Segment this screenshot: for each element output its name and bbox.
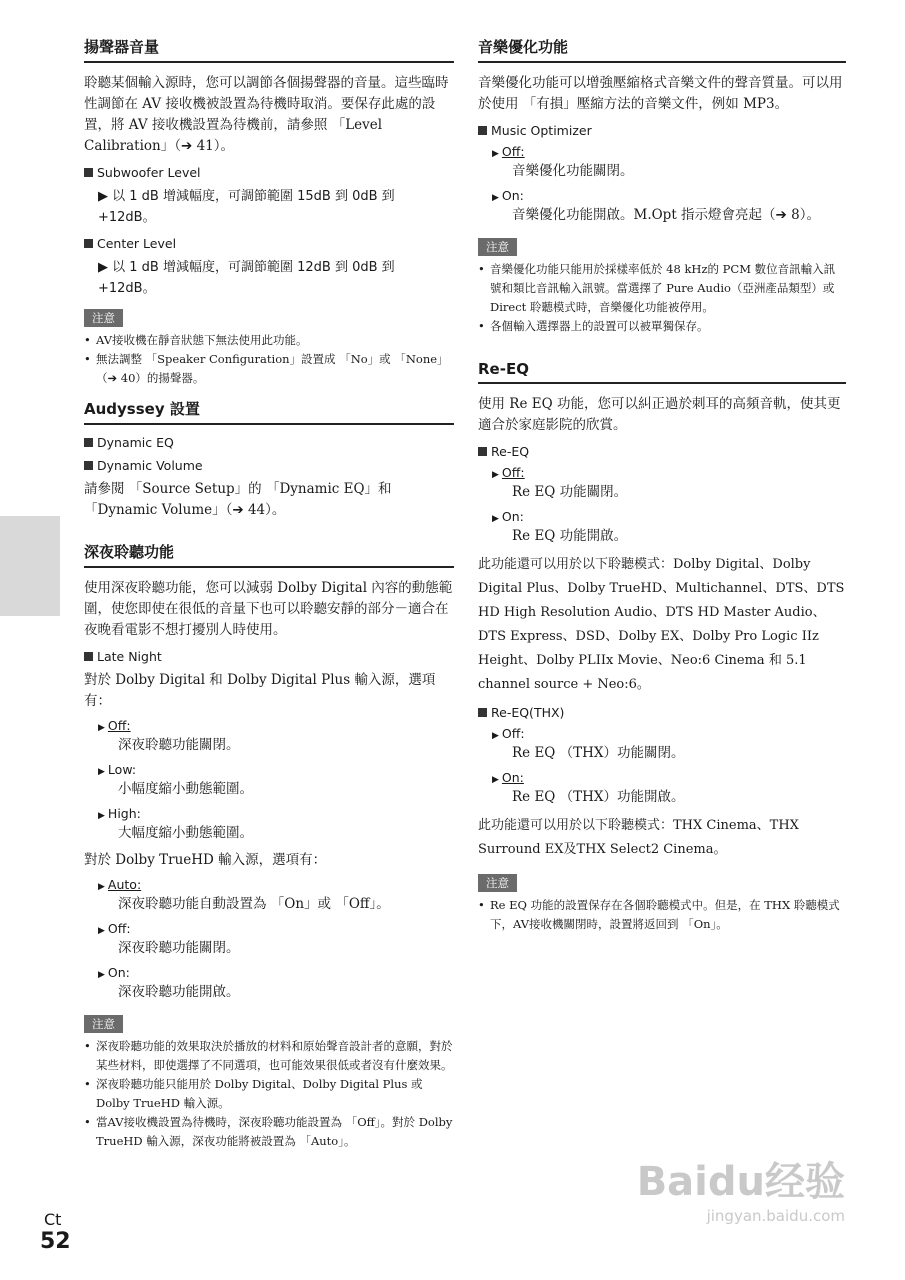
note-item: • 無法調整 「Speaker Configuration」設置成 「No」或 「None」（➔ 40）的揚聲器。 [84,350,454,388]
subsection-center [84,236,454,251]
option-label: On: [501,509,524,524]
speaker-level-intro: 聆聽某個輸入源時，您可以調節各個揚聲器的音量。這些臨時性調節在 AV 接收機被設置為待機時取消。要保存此處的設置，將 AV 接收機設置為待機前，請參照 「Level Calibration」（➔ 41）。 [84,75,449,154]
triangle-right-icon: ▶ [98,970,105,980]
subsection-label: Dynamic Volume [97,458,203,473]
square-bullet-icon [84,461,93,470]
subsection-label: Re-EQ(THX) [491,705,565,720]
option-label: Low: [107,762,137,777]
chapter-tab [0,516,60,616]
late-night-dolby-digital: 對於 Dolby Digital 和 Dolby Digital Plus 輸入源，選項有： [84,672,436,709]
option-label: Off: [501,465,525,480]
subsection-re-eq [478,444,846,459]
option-label: On: [501,188,524,203]
subsection-label: Dynamic EQ [97,435,174,450]
section-title-audyssey: Audyssey 設置 [84,398,454,425]
watermark-logo: Baidu经验 [636,1159,845,1205]
option-desc: 大幅度縮小動態範圍。 [118,825,253,841]
section-title-late-night: 深夜聆聽功能 [84,541,454,568]
subsection-label: Late Night [97,649,162,664]
subsection-dynamic-eq [84,435,454,450]
subsection-subwoofer [84,165,454,180]
note-item: • 深夜聆聽功能只能用於 Dolby Digital、Dolby Digital Plus 或 Dolby TrueHD 輸入源。 [84,1075,454,1113]
option-label: Off: [107,921,131,936]
note-item: • 音樂優化功能只能用於採樣率低於 48 kHz的 PCM 數位音訊輸入訊號和類比音訊輸入訊號。當選擇了 Pure Audio（亞洲產品類型）或 Direct 聆聽模式時，音樂優化功能被停用。 [478,260,846,317]
note-item: • 當AV接收機設置為待機時，深夜聆聽功能設置為 「Off」。對於 Dolby TrueHD 輸入源，深夜功能將被設置為 「Auto」。 [84,1113,454,1151]
audyssey-text: 請參閱 「Source Setup」的 「Dynamic EQ」和 「Dynamic Volume」（➔ 44）。 [84,481,392,518]
square-bullet-icon [84,652,93,661]
right-column [478,36,846,944]
option-on [492,509,846,524]
music-optimizer-intro: 音樂優化功能可以增強壓縮格式音樂文件的聲音質量。可以用於使用 「有損」壓縮方法的音樂文件，例如 MP3。 [478,75,843,112]
square-bullet-icon [478,126,487,135]
option-desc: Re EQ 功能關閉。 [512,484,628,500]
option-off [492,465,846,480]
note-item: • 深夜聆聽功能的效果取決於播放的材料和原始聲音設計者的意願，對於某些材料，即使選擇了不同選項，也可能效果很低或者沒有什麼效果。 [84,1037,454,1075]
option-label: High: [107,806,141,821]
subsection-late-night [84,649,454,664]
page-lang: Ct [44,1210,62,1229]
subsection-music-optimizer [478,123,846,138]
subsection-label: Music Optimizer [491,123,592,138]
triangle-right-icon: ▶ [98,882,105,892]
option-desc: 深夜聆聽功能關閉。 [118,940,240,956]
triangle-right-icon: ▶ [98,926,105,936]
re-eq-intro: 使用 Re EQ 功能，您可以糾正過於刺耳的高頻音軌，使其更適合於家庭影院的欣賞。 [478,396,841,433]
option-label: Off: [501,144,525,159]
option-desc: Re EQ （THX）功能關閉。 [512,745,685,761]
square-bullet-icon [84,168,93,177]
triangle-right-icon: ▶ [98,767,105,777]
option-on [98,965,454,980]
section-title-music-optimizer: 音樂優化功能 [478,36,846,63]
note-tag: 注意 [84,309,123,327]
option-off [98,921,454,936]
option-desc: 深夜聆聽功能開啟。 [118,984,240,1000]
section-title-speaker-level: 揚聲器音量 [84,36,454,63]
center-desc [98,257,454,299]
option-desc: 深夜聆聽功能自動設置為 「On」或 「Off」。 [118,896,390,912]
subwoofer-desc [98,186,454,228]
note-item: • 各個輸入選擇器上的設置可以被單獨保存。 [478,317,846,336]
note-tag: 注意 [84,1015,123,1033]
square-bullet-icon [478,447,487,456]
option-desc: Re EQ （THX）功能開啟。 [512,789,685,805]
notes-list [84,1037,454,1151]
desc-text: 以 1 dB 增減幅度，可調節範圍 15dB 到 0dB 到 +12dB。 [98,189,395,225]
re-eq-modes: 此功能還可以用於以下聆聽模式：Dolby Digital、Dolby Digital Plus、Dolby TrueHD、Multichannel、DTS、DTS HD High Resolution Audio、DTS HD Master Audio、DTS Express、DSD、Dolby EX、Dolby Pro Logic IIz Height、Dolby PLIIx Movie、Neo:6 Cinema 和 5.1 channel source + Neo:6。 [478,557,845,692]
section-title-re-eq: Re-EQ [478,360,846,384]
triangle-right-icon: ▶ [492,775,499,785]
late-night-truehd: 對於 Dolby TrueHD 輸入源，選項有： [84,852,327,868]
page-num: 52 [40,1229,71,1254]
subsection-dynamic-volume [84,458,454,473]
late-night-intro: 使用深夜聆聽功能，您可以減弱 Dolby Digital 內容的動態範圍，使您即使在很低的音量下也可以聆聽安靜的部分－適合在夜晚看電影不想打擾別人時使用。 [84,580,453,638]
notes-list [84,331,454,388]
note-item: • AV接收機在靜音狀態下無法使用此功能。 [84,331,454,350]
option-auto [98,877,454,892]
triangle-right-icon: ▶ [98,189,108,204]
subsection-label: Subwoofer Level [97,165,201,180]
triangle-right-icon: ▶ [98,723,105,733]
note-tag: 注意 [478,238,517,256]
option-off [98,718,454,733]
triangle-right-icon: ▶ [492,514,499,524]
subsection-re-eq-thx [478,705,846,720]
triangle-right-icon: ▶ [492,731,499,741]
option-desc: Re EQ 功能開啟。 [512,528,628,544]
triangle-right-icon: ▶ [98,260,108,275]
square-bullet-icon [84,239,93,248]
square-bullet-icon [478,708,487,717]
re-eq-thx-modes: 此功能還可以用於以下聆聽模式：THX Cinema、THX Surround EX及THX Select2 Cinema。 [478,818,799,857]
triangle-right-icon: ▶ [492,193,499,203]
option-on [492,770,846,785]
option-high [98,806,454,821]
triangle-right-icon: ▶ [492,149,499,159]
option-low [98,762,454,777]
subsection-label: Re-EQ [491,444,530,459]
option-on [492,188,846,203]
triangle-right-icon: ▶ [492,470,499,480]
option-label: Auto: [107,877,142,892]
subsection-label: Center Level [97,236,177,251]
option-desc: 小幅度縮小動態範圍。 [118,781,253,797]
note-item: • Re EQ 功能的設置保存在各個聆聽模式中。但是，在 THX 聆聽模式下，AV接收機關閉時，設置將返回到 「On」。 [478,896,846,934]
page-number [40,1210,71,1254]
notes-list [478,260,846,336]
option-desc: 音樂優化功能關閉。 [512,163,634,179]
left-column [84,36,454,1161]
option-label: Off: [107,718,131,733]
triangle-right-icon: ▶ [98,811,105,821]
option-desc: 深夜聆聽功能關閉。 [118,737,240,753]
option-label: Off: [501,726,525,741]
watermark-url: jingyan.baidu.com [706,1207,845,1225]
option-off [492,144,846,159]
watermark [637,1150,845,1225]
option-off [492,726,846,741]
option-label: On: [107,965,130,980]
square-bullet-icon [84,438,93,447]
option-label: On: [501,770,524,785]
option-desc: 音樂優化功能開啟。M.Opt 指示燈會亮起（➔ 8）。 [512,207,820,223]
desc-text: 以 1 dB 增減幅度，可調節範圍 12dB 到 0dB 到 +12dB。 [98,260,395,296]
notes-list [478,896,846,934]
note-tag: 注意 [478,874,517,892]
